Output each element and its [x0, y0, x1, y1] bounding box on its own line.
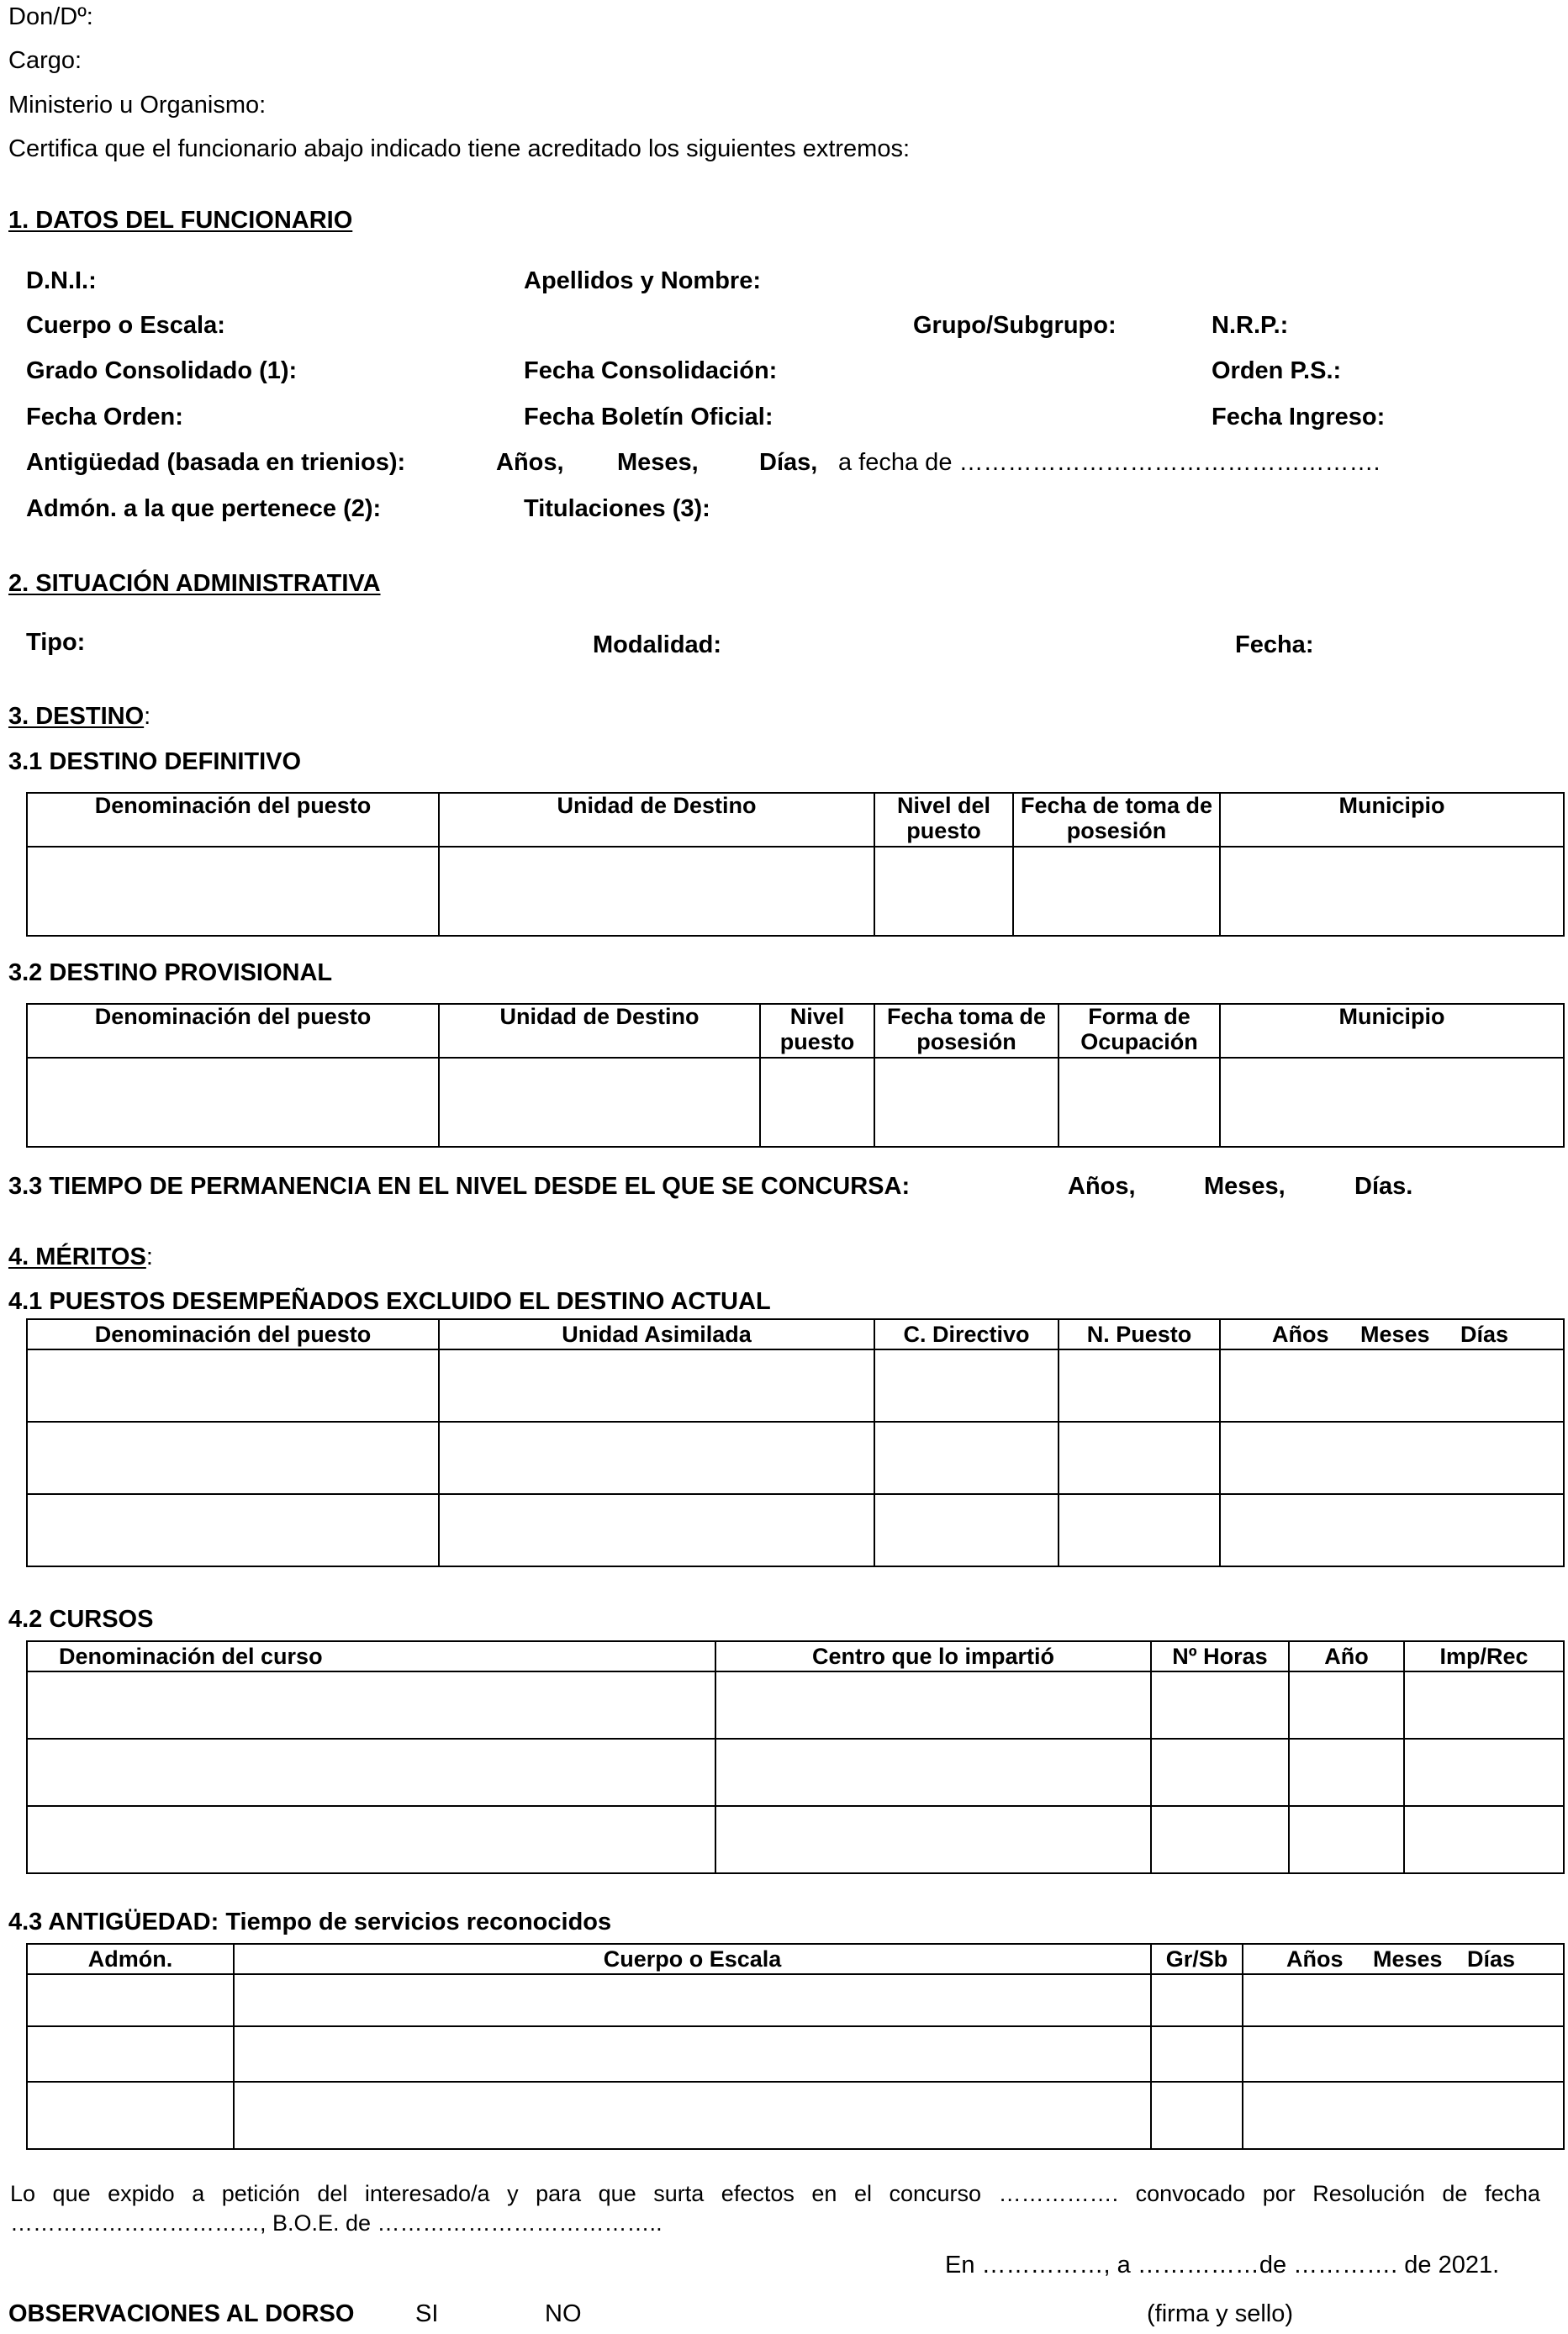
header-dias: Días [1460, 1322, 1509, 1347]
cell[interactable] [1151, 2082, 1243, 2149]
cell[interactable] [439, 1422, 874, 1494]
ministerio-label: Ministerio u Organismo: [8, 92, 267, 119]
header-anos: Años [1286, 1946, 1344, 1972]
cell[interactable] [1220, 1422, 1564, 1494]
cell[interactable] [1404, 1671, 1564, 1739]
cell[interactable] [27, 1739, 715, 1806]
antiguedad-table [26, 1943, 1565, 2150]
header-cell: Unidad de Destino [439, 793, 874, 847]
table-row [27, 1974, 1564, 2026]
table-row [27, 1494, 1564, 1566]
header-cell: Nº Horas [1151, 1641, 1289, 1671]
fecha-ingreso-label: Fecha Ingreso: [1212, 404, 1386, 430]
antiguedad-dias: Días, [759, 449, 818, 476]
header-meses: Meses [1373, 1946, 1443, 1972]
cell[interactable] [874, 1349, 1059, 1422]
certifica-text: Certifica que el funcionario abajo indicado tiene acreditado los siguientes extremos: [8, 135, 911, 162]
cell[interactable] [760, 1058, 874, 1147]
header-cell-tiempo [1220, 1319, 1564, 1349]
fecha-boletin-label: Fecha Boletín Oficial: [524, 404, 773, 430]
header-cell: Admón. [27, 1944, 234, 1974]
cell[interactable] [1013, 847, 1220, 936]
table-row [27, 1671, 1564, 1739]
orden-ps-label: Orden P.S.: [1212, 357, 1342, 384]
cell[interactable] [1220, 847, 1564, 936]
header-cell: Denominación del puesto [27, 793, 439, 847]
cell[interactable] [1151, 2026, 1243, 2082]
cell[interactable] [1243, 1974, 1564, 2026]
header-cell: Nivel puesto [760, 1004, 874, 1058]
paragraph-line-2: ……………………………, B.O.E. de ……………………………….. [10, 2210, 663, 2236]
cell[interactable] [874, 1422, 1059, 1494]
header-cell: Unidad Asimilada [439, 1319, 874, 1349]
firma-sello: (firma y sello) [1147, 2300, 1294, 2327]
antiguedad-meses: Meses, [617, 449, 699, 476]
cell[interactable] [27, 1671, 715, 1739]
cell[interactable] [439, 1058, 760, 1147]
header-cell: Nivel del puesto [874, 793, 1013, 847]
modalidad-label: Modalidad: [593, 631, 722, 658]
cell[interactable] [1059, 1058, 1220, 1147]
paragraph-line-1: Lo que expido a petición del interesado/a y para que surta efectos en el concurso ……………. convocado por Resolución de fecha [10, 2181, 1540, 2206]
cell[interactable] [1151, 1739, 1289, 1806]
cell[interactable] [27, 1974, 234, 2026]
cell[interactable] [234, 2026, 1151, 2082]
cell[interactable] [1289, 1671, 1404, 1739]
cell[interactable] [874, 1494, 1059, 1566]
permanencia-meses: Meses, [1204, 1173, 1286, 1200]
admon-label: Admón. a la que pertenece (2): [26, 495, 382, 522]
section-3-title: 3. DESTINO: [8, 703, 151, 730]
table-row [27, 2026, 1564, 2082]
header-cell: Año [1289, 1641, 1404, 1671]
dni-label: D.N.I.: [26, 267, 97, 294]
puestos-table [26, 1318, 1565, 1567]
grupo-label: Grupo/Subgrupo: [913, 312, 1117, 339]
header-cell: Municipio [1220, 1004, 1564, 1058]
header-anos: Años [1272, 1322, 1329, 1347]
cell[interactable] [27, 847, 439, 936]
cell[interactable] [439, 1349, 874, 1422]
table-row [27, 1806, 1564, 1873]
header-cell: Fecha toma de posesión [874, 1004, 1059, 1058]
table-row [27, 847, 1564, 936]
cell[interactable] [1059, 1349, 1220, 1422]
cell[interactable] [27, 1349, 439, 1422]
cell[interactable] [27, 2026, 234, 2082]
cell[interactable] [439, 847, 874, 936]
certification-paragraph [10, 2179, 1540, 2238]
cell[interactable] [1404, 1806, 1564, 1873]
antiguedad-fecha: a fecha de ……………………………………………. [838, 449, 1381, 476]
cell[interactable] [1289, 1739, 1404, 1806]
nrp-label: N.R.P.: [1212, 312, 1289, 339]
cell[interactable] [27, 1494, 439, 1566]
titulaciones-label: Titulaciones (3): [524, 495, 710, 522]
cell[interactable] [1059, 1494, 1220, 1566]
section-4-3-title: 4.3 ANTIGÜEDAD: Tiempo de servicios reconocidos [8, 1909, 612, 1935]
section-3-3-title: 3.3 TIEMPO DE PERMANENCIA EN EL NIVEL DESDE EL QUE SE CONCURSA: [8, 1173, 911, 1200]
table-row [27, 1349, 1564, 1422]
cell[interactable] [1151, 1671, 1289, 1739]
header-dias: Días [1467, 1946, 1516, 1972]
lugar-fecha: En ……………, a ……………de …………. de 2021. [945, 2252, 1500, 2279]
fecha-consolidacion-label: Fecha Consolidación: [524, 357, 778, 384]
fecha-orden-label: Fecha Orden: [26, 404, 183, 430]
header-cell: Unidad de Destino [439, 1004, 760, 1058]
tipo-label: Tipo: [26, 629, 86, 656]
cursos-table [26, 1640, 1565, 1874]
cell[interactable] [874, 1058, 1059, 1147]
don-label: Don/Dº: [8, 3, 93, 30]
cell[interactable] [1243, 2082, 1564, 2149]
cell[interactable] [27, 1422, 439, 1494]
table-row [27, 1058, 1564, 1147]
section-4-title: 4. MÉRITOS: [8, 1244, 153, 1270]
observaciones-no[interactable]: NO [545, 2300, 582, 2327]
header-meses: Meses [1360, 1322, 1430, 1347]
cuerpo-label: Cuerpo o Escala: [26, 312, 225, 339]
cell[interactable] [715, 1806, 1151, 1873]
destino-definitivo-table [26, 792, 1565, 937]
cell[interactable] [1220, 1058, 1564, 1147]
cell[interactable] [1151, 1974, 1243, 2026]
header-cell: Forma de Ocupación [1059, 1004, 1220, 1058]
cell[interactable] [1289, 1806, 1404, 1873]
cell[interactable] [1220, 1494, 1564, 1566]
section-3-1-title: 3.1 DESTINO DEFINITIVO [8, 748, 302, 775]
header-cell: C. Directivo [874, 1319, 1059, 1349]
cell[interactable] [439, 1494, 874, 1566]
cargo-label: Cargo: [8, 47, 82, 74]
permanencia-anos: Años, [1068, 1173, 1136, 1200]
section-3-2-title: 3.2 DESTINO PROVISIONAL [8, 959, 333, 986]
header-cell: Denominación del puesto [27, 1004, 439, 1058]
cell[interactable] [234, 1974, 1151, 2026]
situacion-fecha-label: Fecha: [1235, 631, 1314, 658]
header-cell: Centro que lo impartió [715, 1641, 1151, 1671]
cell[interactable] [27, 2082, 234, 2149]
cell[interactable] [1059, 1422, 1220, 1494]
header-cell: Denominación del curso [27, 1641, 715, 1671]
cell[interactable] [1220, 1349, 1564, 1422]
header-cell-tiempo [1243, 1944, 1564, 1974]
observaciones-label: OBSERVACIONES AL DORSO [8, 2300, 355, 2327]
antiguedad-anos: Años, [496, 449, 564, 476]
header-cell: Cuerpo o Escala [234, 1944, 1151, 1974]
table-row [27, 1739, 1564, 1806]
cell[interactable] [715, 1739, 1151, 1806]
cell[interactable] [1404, 1739, 1564, 1806]
section-4-1-title: 4.1 PUESTOS DESEMPEÑADOS EXCLUIDO EL DESTINO ACTUAL [8, 1288, 771, 1315]
header-cell: Fecha de toma de posesión [1013, 793, 1220, 847]
destino-provisional-table [26, 1003, 1565, 1148]
cell[interactable] [715, 1671, 1151, 1739]
permanencia-dias: Días. [1354, 1173, 1413, 1200]
table-row [27, 2082, 1564, 2149]
grado-label: Grado Consolidado (1): [26, 357, 298, 384]
antiguedad-label: Antigüedad (basada en trienios): [26, 449, 406, 476]
cell[interactable] [234, 2082, 1151, 2149]
section-4-2-title: 4.2 CURSOS [8, 1606, 154, 1633]
header-cell: Municipio [1220, 793, 1564, 847]
table-row [27, 1422, 1564, 1494]
observaciones-si[interactable]: SI [415, 2300, 439, 2327]
cell[interactable] [27, 1806, 715, 1873]
apellidos-label: Apellidos y Nombre: [524, 267, 761, 294]
cell[interactable] [27, 1058, 439, 1147]
cell[interactable] [1151, 1806, 1289, 1873]
section-1-title: 1. DATOS DEL FUNCIONARIO [8, 207, 353, 234]
cell[interactable] [874, 847, 1013, 936]
section-2-title: 2. SITUACIÓN ADMINISTRATIVA [8, 570, 381, 597]
header-cell: Gr/Sb [1151, 1944, 1243, 1974]
header-cell: Imp/Rec [1404, 1641, 1564, 1671]
header-cell: Denominación del puesto [27, 1319, 439, 1349]
header-cell: N. Puesto [1059, 1319, 1220, 1349]
cell[interactable] [1243, 2026, 1564, 2082]
